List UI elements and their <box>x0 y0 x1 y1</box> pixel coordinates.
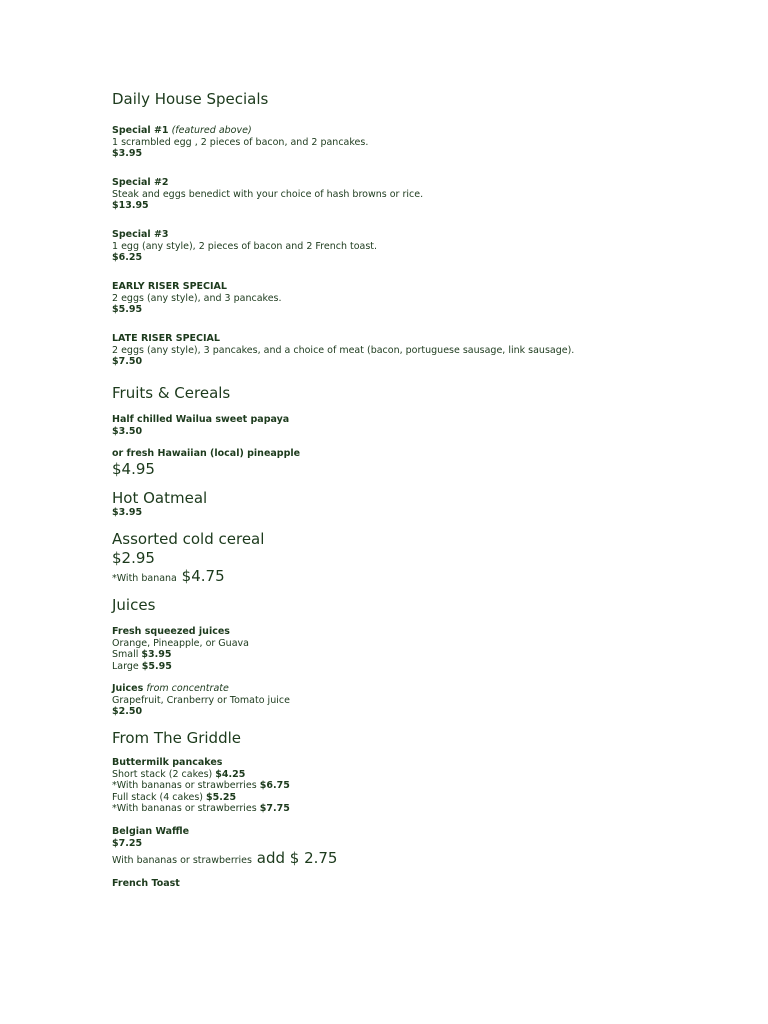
option-label: Full stack (4 cakes) <box>112 791 203 803</box>
special-3 <box>112 229 377 264</box>
cereal-banana-option <box>112 567 225 588</box>
french-toast <box>112 878 180 890</box>
cereal-name: Assorted cold cereal <box>112 530 265 548</box>
concentrate-juices <box>112 683 290 718</box>
size-label: Small <box>112 649 139 661</box>
belgian-waffle <box>112 826 189 849</box>
size-label: Large <box>112 660 139 672</box>
special-1 <box>112 125 368 160</box>
item-name: Half chilled Wailua sweet papaya <box>112 414 290 425</box>
option-label: *With bananas or strawberries <box>112 780 257 792</box>
item-name: EARLY RISER SPECIAL <box>112 281 227 292</box>
option-price: $5.25 <box>206 791 237 803</box>
option-label: *With banana <box>112 573 177 584</box>
item-note: from concentrate <box>146 683 229 694</box>
waffle-addon <box>112 849 337 870</box>
item-price: $7.25 <box>112 837 143 849</box>
item-name: LATE RISER SPECIAL <box>112 333 220 344</box>
option-label: Short stack (2 cakes) <box>112 768 213 780</box>
item-name: French Toast <box>112 878 180 889</box>
fresh-juices <box>112 626 249 672</box>
option-price: $6.75 <box>259 780 290 792</box>
addon-label: With bananas or strawberries <box>112 855 252 866</box>
item-price: $6.25 <box>112 252 143 264</box>
pineapple-price: $4.95 <box>112 460 155 478</box>
oatmeal-price: $3.95 <box>112 507 143 518</box>
option-price: $4.25 <box>215 768 246 780</box>
pineapple-name: or fresh Hawaiian (local) pineapple <box>112 448 301 459</box>
item-note: (featured above) <box>171 125 252 136</box>
size-price: $3.95 <box>141 649 172 661</box>
section-heading-juices: Juices <box>112 596 156 614</box>
item-name: Fresh squeezed juices <box>112 626 230 637</box>
item-price: $3.95 <box>112 148 143 160</box>
section-heading-fruits-cereals: Fruits & Cereals <box>112 384 231 402</box>
item-price: $13.95 <box>112 200 149 212</box>
buttermilk-pancakes <box>112 757 290 815</box>
cereal-price: $2.95 <box>112 549 155 567</box>
oatmeal-name: Hot Oatmeal <box>112 489 208 507</box>
item-name: Juices <box>112 683 144 694</box>
item-flavors: Orange, Pineapple, or Guava <box>112 637 249 649</box>
item-name: Special #1 <box>112 125 169 136</box>
papaya-item <box>112 414 289 437</box>
item-description: 1 scrambled egg , 2 pieces of bacon, and 2 pancakes. <box>112 136 369 148</box>
item-price: $7.50 <box>112 356 143 368</box>
item-price: $3.50 <box>112 425 143 437</box>
item-description: Steak and eggs benedict with your choice of hash browns or rice. <box>112 188 424 200</box>
item-name: Special #3 <box>112 229 169 240</box>
option-price: $7.75 <box>259 803 290 815</box>
item-description: 1 egg (any style), 2 pieces of bacon and 2 French toast. <box>112 240 378 252</box>
item-price: $5.95 <box>112 304 143 316</box>
option-label: *With bananas or strawberries <box>112 803 257 815</box>
size-price: $5.95 <box>141 660 172 672</box>
special-2 <box>112 177 423 212</box>
item-description: 2 eggs (any style), 3 pancakes, and a choice of meat (bacon, portuguese sausage, link sausage). <box>112 344 575 356</box>
option-price: $4.75 <box>181 567 225 585</box>
item-flavors: Grapefruit, Cranberry or Tomato juice <box>112 694 290 706</box>
early-riser-special <box>112 281 282 316</box>
late-riser-special <box>112 333 574 368</box>
item-name: Buttermilk pancakes <box>112 757 223 768</box>
item-description: 2 eggs (any style), and 3 pancakes. <box>112 292 282 304</box>
addon-price: add $ 2.75 <box>256 849 338 867</box>
item-name: Special #2 <box>112 177 169 188</box>
section-heading-griddle: From The Griddle <box>112 729 241 747</box>
item-name: Belgian Waffle <box>112 826 190 837</box>
item-price: $2.50 <box>112 706 143 718</box>
section-heading-daily-specials: Daily House Specials <box>112 90 269 108</box>
